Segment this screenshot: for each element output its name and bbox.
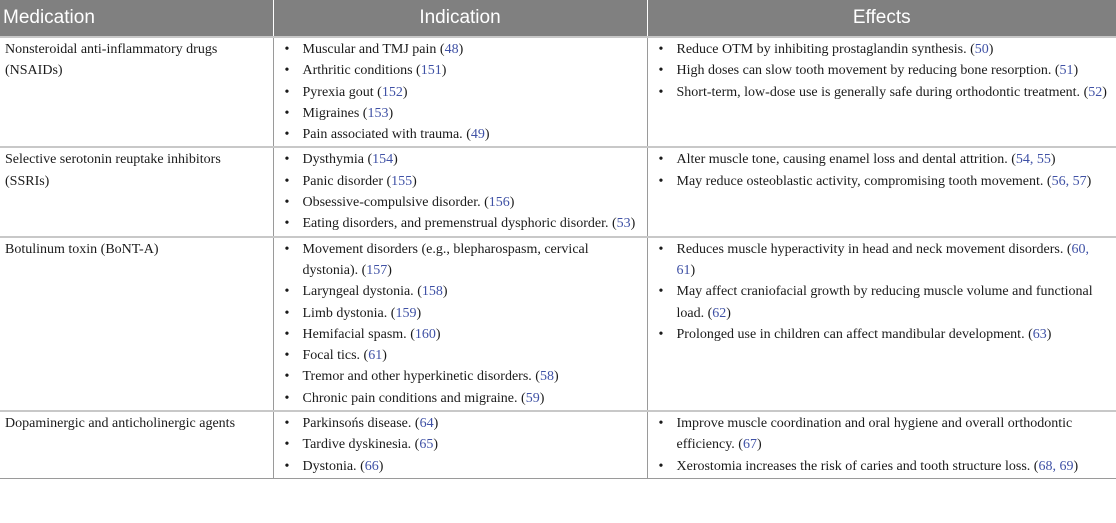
list-item: • Focal tics. (61): [280, 345, 641, 366]
indication-cell: [273, 147, 647, 236]
list-item: • May affect craniofacial growth by reducing muscle volume and functional load. (62): [654, 281, 1111, 324]
header-indication: Indication: [273, 0, 647, 37]
item-text: Parkinsońs disease.: [302, 416, 412, 432]
list-item: • Muscular and TMJ pain (48): [280, 39, 641, 60]
list-item: • Reduces muscle hyperactivity in head and neck movement disorders. (60, 61): [654, 239, 1111, 282]
item-text: Alter muscle tone, causing enamel loss and dental attrition.: [676, 152, 1008, 168]
citation-link[interactable]: 160: [414, 326, 436, 342]
item-text: Panic disorder: [302, 173, 383, 189]
list-item: • Pyrexia gout (152): [280, 82, 641, 103]
item-text: Xerostomia increases the risk of caries and tooth structure loss.: [676, 458, 1031, 474]
item-text: Pyrexia gout: [302, 84, 374, 100]
citation-link[interactable]: 159: [395, 305, 417, 321]
effects-list: [654, 239, 1111, 345]
citation-link[interactable]: 52: [1088, 84, 1103, 100]
citation-link[interactable]: 58: [539, 369, 554, 385]
citation-link[interactable]: 50: [974, 42, 989, 57]
list-item: • Improve muscle coordination and oral hygiene and overall orthodontic efficiency. (67): [654, 413, 1111, 456]
item-text: High doses can slow tooth movement by reducing bone resorption.: [676, 63, 1052, 79]
item-text: Eating disorders, and premenstrual dysphoric disorder.: [302, 216, 609, 232]
list-item: • Tardive dyskinesia. (65): [280, 434, 641, 455]
item-text: Migraines: [302, 105, 360, 121]
table-row: [0, 237, 1116, 411]
effects-cell: [647, 237, 1116, 411]
citation-link[interactable]: 66: [364, 458, 379, 474]
item-text: Laryngeal dystonia.: [302, 284, 414, 300]
indication-list: [280, 149, 641, 234]
list-item: • Tremor and other hyperkinetic disorders. (58): [280, 366, 641, 387]
list-item: • Reduce OTM by inhibiting prostaglandin synthesis. (50): [654, 39, 1111, 60]
citation-link[interactable]: 53: [616, 216, 631, 232]
citation-link[interactable]: 48: [444, 42, 459, 57]
medication-cell: Selective serotonin reuptake inhibitors (SSRIs): [0, 147, 273, 236]
item-text: Movement disorders (e.g., blepharospasm, cervical dystonia).: [302, 241, 589, 278]
list-item: • Parkinsońs disease. (64): [280, 413, 641, 434]
citation-link[interactable]: 65: [419, 437, 434, 453]
effects-list: [654, 39, 1111, 103]
citation-link[interactable]: 59: [525, 390, 540, 406]
list-item: • Short-term, low-dose use is generally safe during orthodontic treatment. (52): [654, 82, 1111, 103]
indication-list: [280, 239, 641, 409]
item-text: Obsessive-compulsive disorder.: [302, 195, 481, 211]
list-item: • Obsessive-compulsive disorder. (156): [280, 192, 641, 213]
citation-link[interactable]: 154: [372, 152, 394, 168]
item-text: Muscular and TMJ pain: [302, 42, 437, 57]
citation-link[interactable]: 68, 69: [1038, 458, 1074, 474]
item-text: Pain associated with trauma.: [302, 127, 463, 143]
citation-link[interactable]: 56, 57: [1051, 173, 1087, 189]
citation-link[interactable]: 61: [368, 348, 383, 364]
list-item: • Laryngeal dystonia. (158): [280, 281, 641, 302]
item-text: Hemifacial spasm.: [302, 326, 407, 342]
list-item: • Dysthymia (154): [280, 149, 641, 170]
list-item: • Xerostomia increases the risk of caries and tooth structure loss. (68, 69): [654, 456, 1111, 477]
list-item: • Chronic pain conditions and migraine. (59): [280, 388, 641, 409]
list-item: • Pain associated with trauma. (49): [280, 124, 641, 145]
citation-link[interactable]: 60, 61: [676, 241, 1089, 278]
table-row: [0, 37, 1116, 147]
citation-link[interactable]: 67: [742, 437, 757, 453]
table-row: [0, 147, 1116, 236]
list-item: • Movement disorders (e.g., blepharospasm, cervical dystonia). (157): [280, 239, 641, 282]
item-text: Reduces muscle hyperactivity in head and neck movement disorders.: [676, 241, 1064, 257]
effects-cell: [647, 37, 1116, 147]
list-item: • Alter muscle tone, causing enamel loss and dental attrition. (54, 55): [654, 149, 1111, 170]
citation-link[interactable]: 54, 55: [1015, 152, 1051, 168]
effects-list: [654, 149, 1111, 192]
item-text: Short-term, low-dose use is generally safe during orthodontic treatment.: [676, 84, 1081, 100]
indication-list: [280, 39, 641, 145]
item-text: Dysthymia: [302, 152, 364, 168]
list-item: • Arthritic conditions (151): [280, 60, 641, 81]
item-text: Improve muscle coordination and oral hygiene and overall orthodontic efficiency.: [676, 416, 1073, 453]
list-item: • Prolonged use in children can affect mandibular development. (63): [654, 324, 1111, 345]
citation-link[interactable]: 64: [419, 416, 434, 432]
list-item: • High doses can slow tooth movement by reducing bone resorption. (51): [654, 60, 1111, 81]
indication-cell: [273, 237, 647, 411]
list-item: • Dystonia. (66): [280, 456, 641, 477]
header-medication: Medication: [0, 0, 273, 37]
item-text: May affect craniofacial growth by reducing muscle volume and functional load.: [676, 284, 1093, 321]
indication-list: [280, 413, 641, 477]
item-text: May reduce osteoblastic activity, compromising tooth movement.: [676, 173, 1044, 189]
citation-link[interactable]: 153: [367, 105, 389, 121]
citation-link[interactable]: 151: [420, 63, 442, 79]
citation-link[interactable]: 63: [1032, 326, 1047, 342]
effects-cell: [647, 147, 1116, 236]
list-item: • Eating disorders, and premenstrual dysphoric disorder. (53): [280, 213, 641, 234]
citation-link[interactable]: 155: [391, 173, 413, 189]
medication-cell: Nonsteroidal anti-inflammatory drugs (NSAIDs): [0, 37, 273, 147]
citation-link[interactable]: 157: [366, 262, 388, 278]
item-text: Limb dystonia.: [302, 305, 388, 321]
citation-link[interactable]: 49: [470, 127, 485, 143]
list-item: • Limb dystonia. (159): [280, 303, 641, 324]
indication-cell: [273, 37, 647, 147]
effects-cell: [647, 411, 1116, 478]
item-text: Prolonged use in children can affect mandibular development.: [676, 326, 1025, 342]
medication-cell: Botulinum toxin (BoNT-A): [0, 237, 273, 411]
table-row: [0, 411, 1116, 478]
citation-link[interactable]: 156: [488, 195, 510, 211]
citation-link[interactable]: 158: [421, 284, 443, 300]
item-text: Tardive dyskinesia.: [302, 437, 412, 453]
effects-list: [654, 413, 1111, 477]
header-row: [0, 0, 1116, 37]
citation-link[interactable]: 51: [1059, 63, 1074, 79]
item-text: Chronic pain conditions and migraine.: [302, 390, 518, 406]
medication-cell: Dopaminergic and anticholinergic agents: [0, 411, 273, 478]
list-item: • Hemifacial spasm. (160): [280, 324, 641, 345]
item-text: Reduce OTM by inhibiting prostaglandin synthesis.: [676, 42, 967, 57]
item-text: Dystonia.: [302, 458, 357, 474]
list-item: • Panic disorder (155): [280, 171, 641, 192]
item-text: Tremor and other hyperkinetic disorders.: [302, 369, 532, 385]
list-item: • May reduce osteoblastic activity, compromising tooth movement. (56, 57): [654, 171, 1111, 192]
citation-link[interactable]: 62: [712, 305, 727, 321]
list-item: • Migraines (153): [280, 103, 641, 124]
item-text: Focal tics.: [302, 348, 361, 364]
indication-cell: [273, 411, 647, 478]
item-text: Arthritic conditions: [302, 63, 413, 79]
header-effects: Effects: [647, 0, 1116, 37]
citation-link[interactable]: 152: [381, 84, 403, 100]
